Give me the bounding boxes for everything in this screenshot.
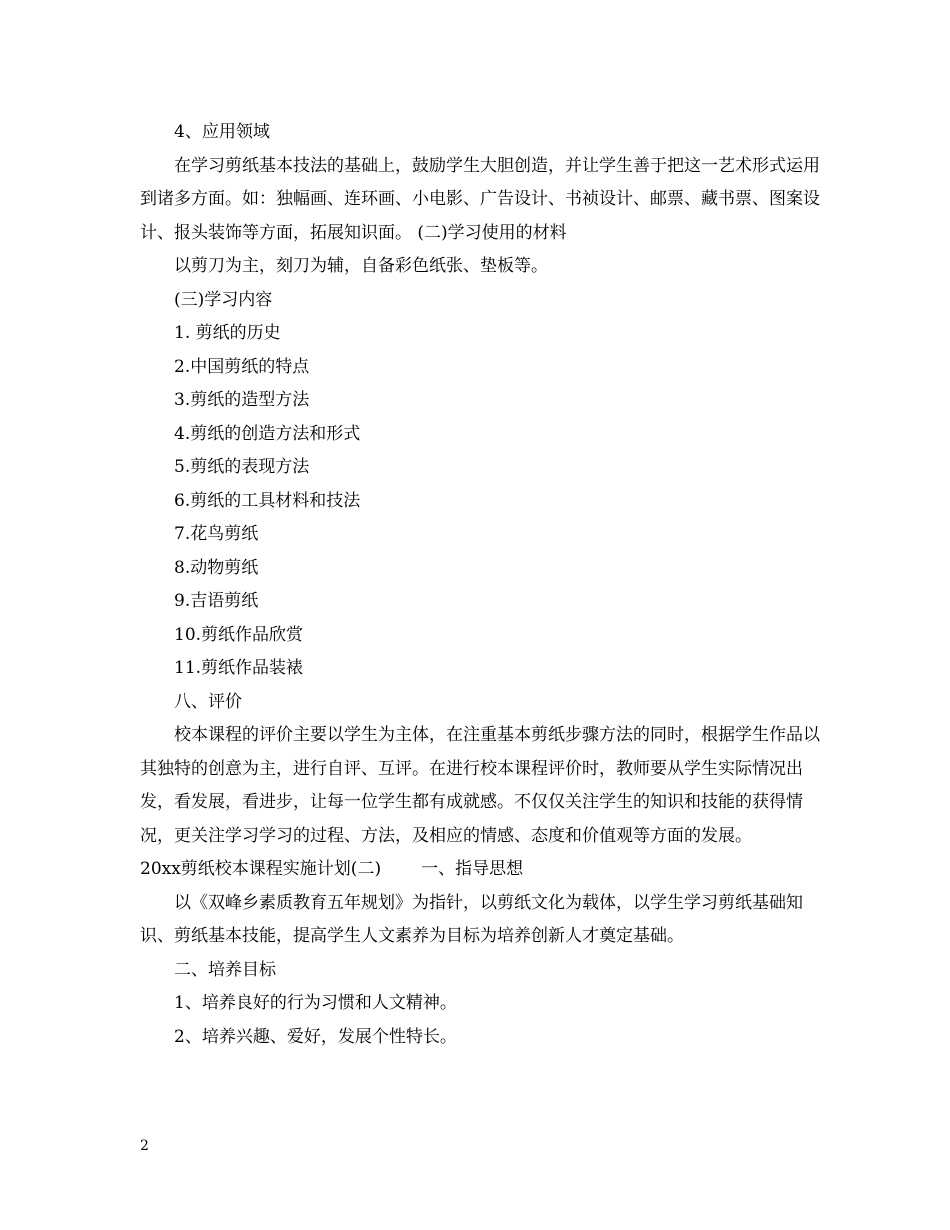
section-heading-application: 4、应用领域 xyxy=(174,122,270,142)
paragraph-guiding: 以《双峰乡素质教育五年规划》为指针，以剪纸文化为载体，以学生学习剪纸基础知识、剪纸基本技能，提高学生人文素养为目标为培养创新人才奠定基础。 xyxy=(140,892,803,946)
list-item: 7.花鸟剪纸 xyxy=(174,524,259,544)
section-heading-content: (三)学习内容 xyxy=(174,289,273,310)
section-heading-evaluation: 八、评价 xyxy=(174,691,242,712)
section-heading-guiding: 一、指导思想 xyxy=(421,859,524,879)
list-item: 11.剪纸作品装裱 xyxy=(174,658,304,678)
plan2-title: 20xx剪纸校本课程实施计划(二) xyxy=(140,859,382,879)
plan2-title-line xyxy=(140,853,830,887)
list-item: 1. 剪纸的历史 xyxy=(174,323,281,343)
list-item: 3.剪纸的造型方法 xyxy=(174,390,310,410)
page-number: 2 xyxy=(140,1138,149,1154)
list-item: 4.剪纸的创造方法和形式 xyxy=(174,423,361,444)
content-list xyxy=(140,317,830,686)
paragraph-materials: 以剪刀为主，刻刀为辅，自备彩色纸张、垫板等。 xyxy=(174,256,548,276)
list-item: 8.动物剪纸 xyxy=(174,557,259,578)
document-body xyxy=(140,116,830,1054)
paragraph-application: 在学习剪纸基本技法的基础上，鼓励学生大胆创造，并让学生善于把这一艺术形式运用到诸多方面。如：独幅画、连环画、小电影、广告设计、书祯设计、邮票、藏书票、图案设计、报头装饰等方面，拓展知识面。 (二)学习使用的材料 xyxy=(140,155,820,243)
goal-item-1: 1、培养良好的行为习惯和人文精神。 xyxy=(174,993,457,1013)
paragraph-evaluation: 校本课程的评价主要以学生为主体，在注重基本剪纸步骤方法的同时，根据学生作品以其独特的创意为主，进行自评、互评。在进行校本课程评价时，教师要从学生实际情况出发，看发展，看进步，让每一位学生都有成就感。不仅仅关注学生的知识和技能的获得情况，更关注学习学习的过程、方法，及相应的情感、态度和价值观等方面的发展。 xyxy=(140,725,820,846)
list-item: 9.吉语剪纸 xyxy=(174,591,259,611)
list-item: 10.剪纸作品欣赏 xyxy=(174,624,304,645)
section-heading-goals: 二、培养目标 xyxy=(174,959,276,980)
goal-item-2: 2、培养兴趣、爱好，发展个性特长。 xyxy=(174,1026,457,1047)
list-item: 2.中国剪纸的特点 xyxy=(174,356,310,377)
list-item: 5.剪纸的表现方法 xyxy=(174,457,310,477)
list-item: 6.剪纸的工具材料和技法 xyxy=(174,490,361,511)
